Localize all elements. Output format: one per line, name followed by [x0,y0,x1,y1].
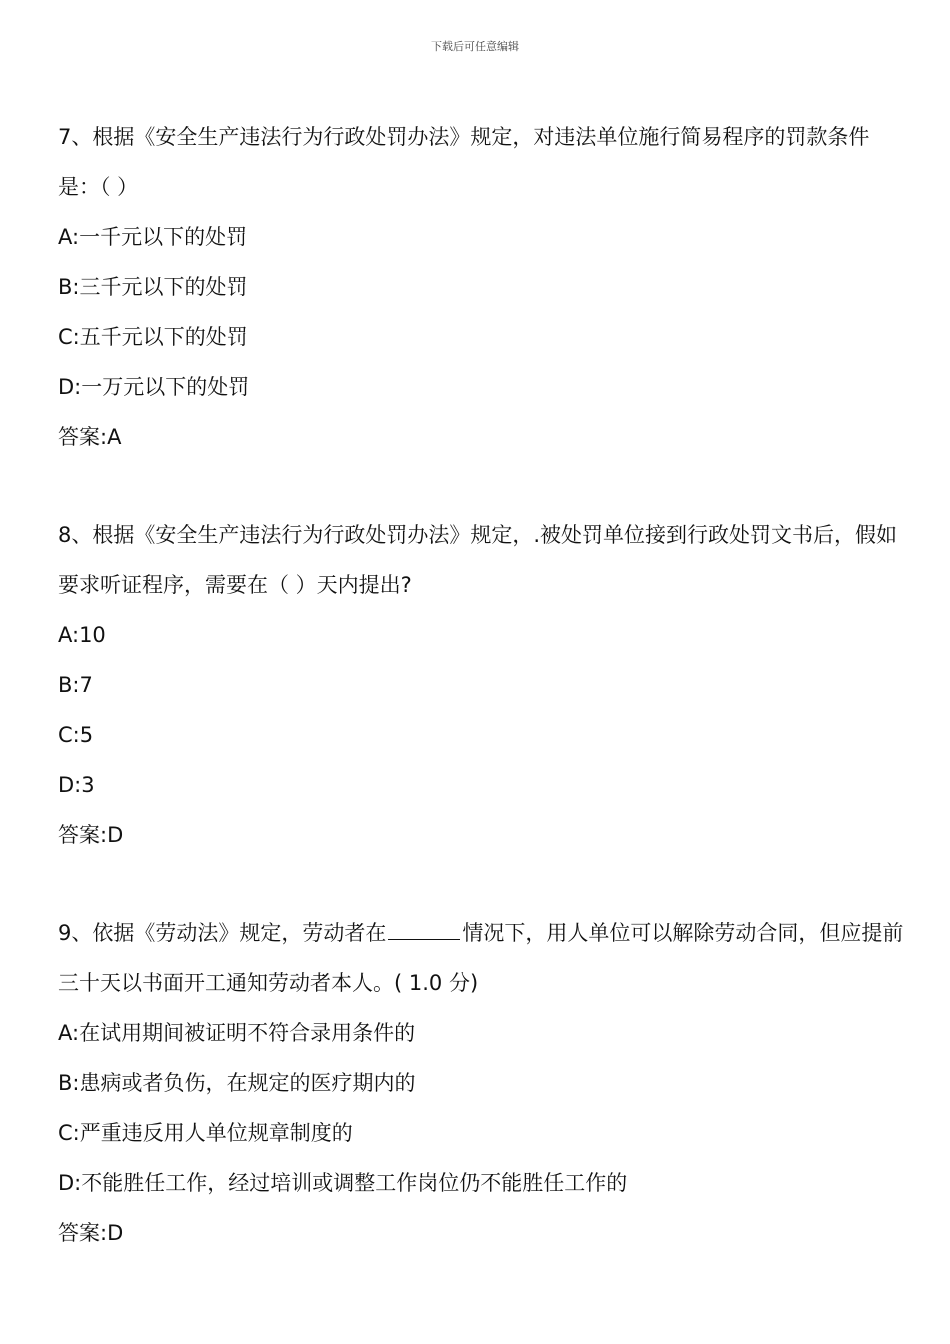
answer: 答案:D [58,823,124,847]
question-stem: 7、根据《安全生产违法行为行政处罚办法》规定，对违法单位施行简易程序的罚款条件是：（ ） [58,125,870,199]
option-d: D:一万元以下的处罚 [58,375,250,399]
question-7 [58,112,908,462]
question-8 [58,510,908,860]
question-stem-before: 9、依据《劳动法》规定，劳动者在 [58,921,387,945]
option-d: D:不能胜任工作，经过培训或调整工作岗位仍不能胜任工作的 [58,1171,628,1195]
option-c: C:严重违反用人单位规章制度的 [58,1121,353,1145]
question-9 [58,908,908,1258]
option-b: B:三千元以下的处罚 [58,275,248,299]
option-a: A:在试用期间被证明不符合录用条件的 [58,1021,416,1045]
option-c: C:五千元以下的处罚 [58,325,248,349]
option-c: C:5 [58,723,94,747]
option-a: A:一千元以下的处罚 [58,225,248,249]
fill-in-blank [388,917,460,940]
answer: 答案:D [58,1221,124,1245]
option-a: A:10 [58,623,106,647]
option-b: B:7 [58,673,93,697]
option-d: D:3 [58,773,95,797]
page-header: 下载后可任意编辑 [431,40,519,53]
question-stem-after: 情况下，用人单位可以解除劳动合同，但应提前三十天以书面开工通知劳动者本人。( 1.0 分) [58,921,904,995]
option-b: B:患病或者负伤，在规定的医疗期内的 [58,1071,416,1095]
question-stem [58,908,908,1008]
answer: 答案:A [58,425,122,449]
question-stem: 8、根据《安全生产违法行为行政处罚办法》规定，.被处罚单位接到行政处罚文书后，假如要求听证程序，需要在（ ）天内提出? [58,523,898,597]
